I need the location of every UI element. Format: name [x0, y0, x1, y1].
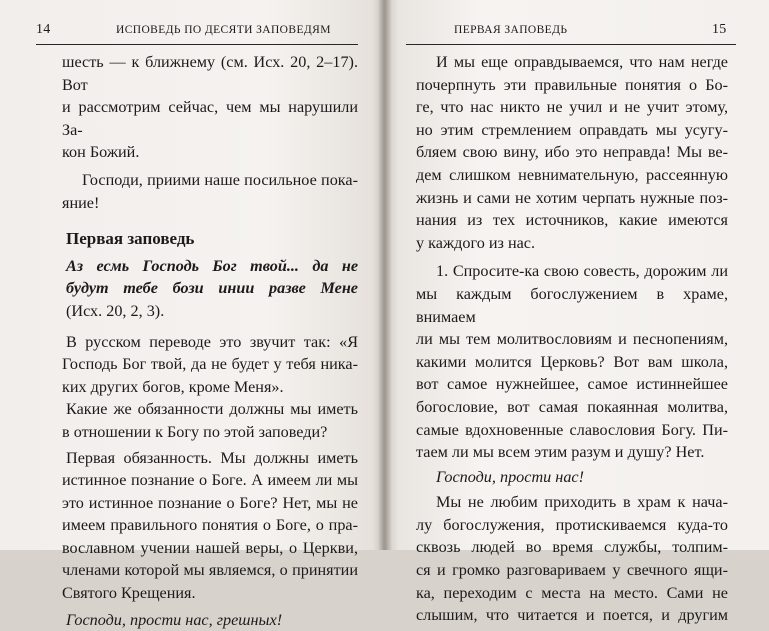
body-line: ге, что нас никто не учил и не учит этому, — [416, 98, 728, 117]
body-line: шесть — к ближнему (см. Исх. 20, 2–17). Вот — [62, 53, 358, 94]
body-line: Первая обязанность. Мы должны иметь — [66, 448, 358, 467]
right-header-rule — [406, 44, 736, 45]
book-gutter — [378, 0, 392, 550]
left-header-rule — [36, 44, 358, 45]
body-line: Мы не любим приходить в храм к нача- — [436, 493, 728, 512]
body-line: у каждого из нас. — [416, 233, 536, 252]
body-line: сквозь людей во время службы, толпим- — [416, 538, 728, 557]
prayer-line: Господи, прости нас, грешных! — [66, 610, 283, 629]
body-line: мы каждым богослужением в храме, внимаем — [416, 284, 728, 326]
body-line: бляем свою вину, ибо это неправда! Мы ве- — [416, 143, 728, 162]
right-page — [384, 0, 769, 625]
body-line: жизнь и сами не хотим черпать нужные поз- — [416, 188, 728, 207]
body-line: это истинное познание о Боге? Нет, мы не — [62, 493, 358, 512]
body-line: Господь Бог твой, да не будет у тебя ника- — [62, 355, 358, 374]
left-running-title: ИСПОВЕДЬ ПО ДЕСЯТИ ЗАПОВЕДЯМ — [116, 24, 331, 36]
body-line: вославном учении нашей веры, о Церкви, — [62, 538, 358, 557]
body-line: какими молится Церковь? Вот вам школа, — [416, 352, 728, 371]
body-line: ка, переходим с места на место. Сами не — [416, 583, 728, 602]
body-line: слышим, что читается и поется, и другим — [416, 606, 728, 625]
prayer-line: Господи, прости нас! — [436, 467, 584, 486]
body-line: истинное познание о Боге. А имеем ли мы — [62, 471, 358, 490]
section-heading: Первая заповедь — [66, 229, 195, 249]
body-line: вот самое нужнейшее, самое истиннейшее — [416, 375, 728, 394]
body-line: и рассмотрим сейчас, чем мы нарушили За- — [62, 98, 358, 139]
body-line: яние! — [62, 193, 100, 212]
scripture-reference: (Исх. 20, 2, 3). — [66, 301, 165, 320]
commandment-quote: Аз есмь Господь Бог твой... да не — [66, 256, 358, 275]
body-line: членами которой мы являемся, о принятии — [62, 561, 358, 580]
right-page-header — [384, 22, 769, 42]
body-line: почерпнуть эти правильные понятия о Бо- — [416, 75, 728, 94]
body-line: Святого Крещения. — [62, 584, 196, 603]
body-line: ся и громко разговариваем у свечного ящи- — [416, 561, 728, 580]
body-line: нания из тех источников, какие имеются — [416, 211, 728, 230]
body-line: дем слишком невнимательную, рассеянную — [416, 165, 728, 184]
body-line: имеем правильного понятия о Боге, о пра- — [62, 516, 358, 535]
right-page-body — [416, 51, 728, 627]
body-line: 1. Спросите-ка свою совесть, дорожим ли — [436, 262, 728, 281]
body-line: в отношении к Богу по этой заповеди? — [62, 422, 328, 441]
body-line: В русском переводе это звучит так: «Я — [66, 332, 358, 351]
body-line: таем ли мы всем этим разум и душу? Нет. — [416, 443, 705, 462]
body-line: ли мы тем молитвословиям и песнопениям, — [416, 330, 728, 349]
body-line: лу богослужения, протискиваемся куда-то — [416, 515, 728, 534]
left-page-body — [62, 51, 358, 631]
body-line: И мы еще оправдываемся, что нам негде — [436, 53, 728, 71]
body-line: ких других богов, кроме Меня». — [62, 377, 284, 396]
body-line: богословие, вот самая покаянная молитва, — [416, 397, 728, 416]
left-page-header — [0, 22, 384, 42]
body-line: Какие же обязанности должны мы иметь — [66, 400, 358, 419]
body-line: кон Божий. — [62, 143, 140, 162]
left-page — [0, 0, 384, 629]
commandment-quote: будут тебе бози инии разве Мене — [66, 279, 358, 298]
body-line: но этим стремлением оправдать мы усугу- — [416, 120, 728, 139]
body-line: Господи, приими наше посильное пока- — [82, 170, 358, 189]
right-page-number: 15 — [712, 22, 727, 37]
left-page-number: 14 — [36, 22, 51, 37]
right-running-title: ПЕРВАЯ ЗАПОВЕДЬ — [454, 24, 568, 36]
body-line: самые вдохновенные славословия Богу. Пи- — [416, 420, 728, 439]
